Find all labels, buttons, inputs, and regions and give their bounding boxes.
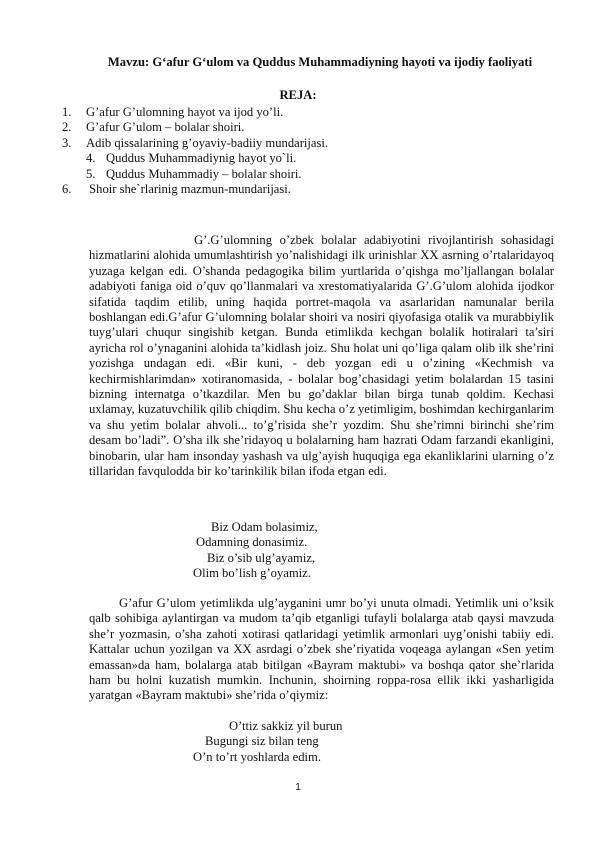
poem-excerpt-1 — [193, 520, 318, 582]
page-number: 1 — [295, 782, 301, 793]
plan-item: 5. Quddus Muhammadiy – bolalar shoiri. — [86, 166, 302, 181]
poem-line: Biz o’sib ulg’ayamiz, — [207, 550, 316, 565]
plan-heading: REJA: — [279, 88, 317, 102]
poem-line: Biz Odam bolasimiz, — [211, 520, 318, 534]
poem-line: O’n to’rt yoshlarda edim. — [193, 749, 322, 764]
plan-item: 1. G’afur G’ulomning hayot va ijod yo’li. — [62, 105, 284, 119]
plan-list — [62, 105, 328, 197]
poem-line: Odamning donasimiz. — [196, 535, 308, 550]
poem-line: Olim bo’lish g’oyamiz. — [193, 566, 311, 581]
document-title: Mavzu: G‘afur G‘ulom va Quddus Muhammadiyning hayoti va ijodiy faoliyati — [107, 55, 533, 69]
body-paragraph-2: G’afur G’ulom yetimlikda ulg’ayganini umr bo’yi unuta olmadi. Yetimlik uni o’ksik qalb sohibiga aylantirgan va mudom ta’qib etganligi tufayli bolalarga atab qaysi mavzuda she’r yozmasin, o’sha zahoti xotirasi qatlaridagi yetimlik armonlari uyg’onishi tabiiy edi. Kattalar uchun yozilgan va XX asrdagi o’zbek she’riyatida voqeaga aylangan «Sen yetim emassan»da ham, bolalarga atab bitilgan «Bayram maktubi» va boshqa qator she’rlarida ham bu holni kuzatish mumkin. Inchunin, shoirning roppa-rosa ellik ikki yasharligida yaratgan «Bayram maktubi» she’rida o’qiymiz: — [89, 596, 554, 703]
plan-item: 2. G’afur G’ulom – bolalar shoiri. — [62, 120, 245, 135]
poem-excerpt-2 — [193, 719, 342, 765]
body-paragraph-1: G’.G’ulomning o’zbek bolalar adabiyotini rivojlantirish sohasidagi hizmatlarini alohida umumlashtirish yo’nalishidagi ilk urinishlar XX asrning o’rtalaridayoq yuzaga kelgan edi. O’shanda pedagogika bilim yurtlarida o’qishga mo’ljallangan bolalar adabiyoti faniga oid o’quv qo’llanmalari va xrestomatiyalarida G’.G’ulom alohida ijodkor sifatida taqdim etilib, uning haqida portret-maqola va asarlaridan namunalar berila boshlangan edi.G’afur G’ulomning bolalar shoiri va nosiri qiyofasiga otalik va murabbiylik tuyg’ulari chuqur singishib ketgan. Bunda etimlikda kechgan bolalik hotiralari ta’siri ayricha rol o’ynaganini alohida ta’kidlash joiz. Shu holat uni qo’liga qalam olib ilk she’rini yozishga undagan edi. «Bir kuni, - deb yozgan edi u o’zining «Kechmish va kechirmishlarimdan» xotiranomasida, - bolalar bog’chasidagi yetim bolalardan 15 tasini bizning internatga o’tkazdilar. Men bu go’daklar bilan birga tunab qoldim. Kechasi uxlamay, kuzatuvchilik qilib chiqdim. Shu kecha o’z yetimligim, boshimdan kechirganlarim va shu yetim bolalar ahvoli... to’g’risida she’r yozdim. Shu she’rimni birinchi she’rim desam bo’ladi”. O’sha ilk she’ridayoq u bolalarning ham hazrati Odam farzandi ekanligini, binobarin, ular ham insonday yashash va ulg’ayish huquqiga ega ekanliklarini ularning o’z tillaridan favqulodda bir ko’tarinkilik bilan ifoda etgan edi. — [89, 233, 554, 479]
poem-line: Bugungi siz bilan teng — [205, 734, 319, 749]
plan-item: 3. Adib qissalarining g’oyaviy-badiiy mundarijasi. — [62, 135, 329, 150]
plan-item: 4. Quddus Muhammadiynig hayot yo`li. — [86, 151, 297, 166]
plan-item: 6. Shoir she`rlarinig mazmun-mundarijasi. — [62, 182, 291, 197]
poem-line: O’ttiz sakkiz yil burun — [229, 719, 343, 733]
